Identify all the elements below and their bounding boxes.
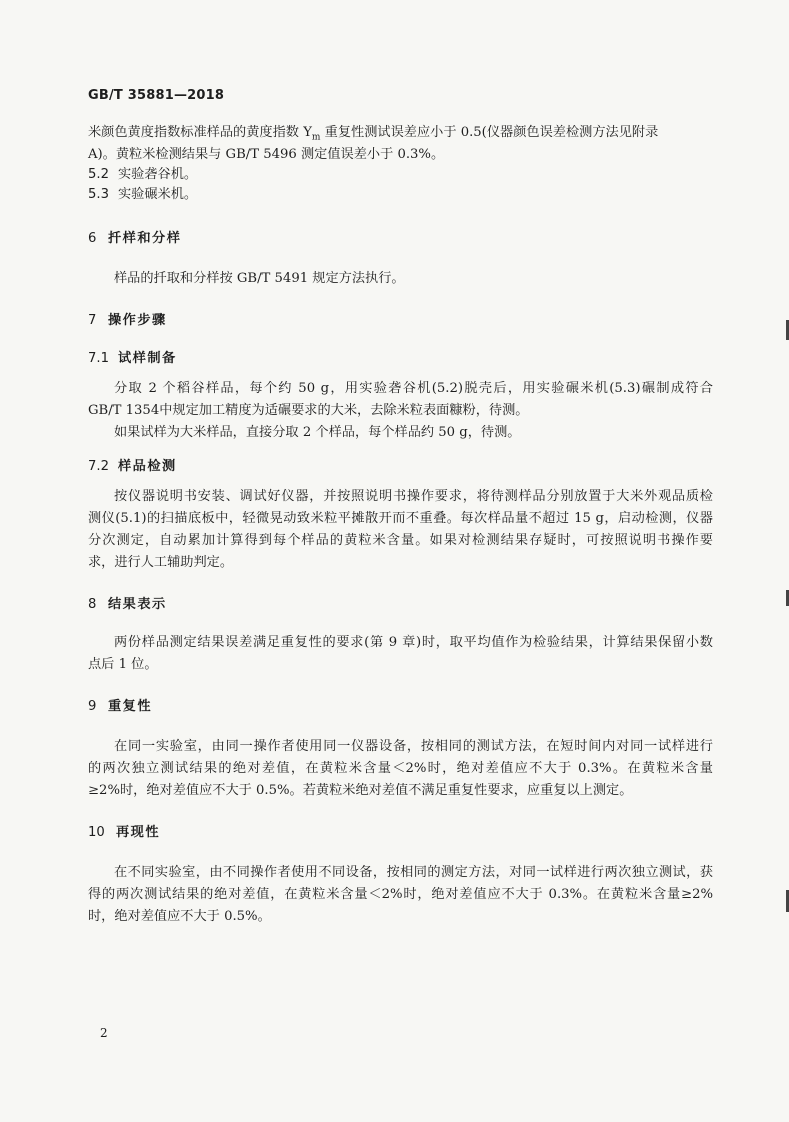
text-span: 重复性测试误差应小于 0.5(仪器颜色误差检测方法见附录 bbox=[320, 125, 659, 140]
paragraph-line: 两份样品测定结果误差满足重复性的要求(第 9 章)时，取平均值作为检验结果，计算结果保留小数 bbox=[114, 635, 713, 650]
page-number: 2 bbox=[100, 1026, 108, 1040]
item-text: 实验砻谷机。 bbox=[118, 167, 198, 182]
subscript: m bbox=[311, 132, 321, 143]
section-6-heading bbox=[88, 230, 181, 248]
section-7-heading bbox=[88, 312, 167, 330]
paragraph-line: 求，进行人工辅助判定。 bbox=[88, 555, 234, 570]
section-title: 再现性 bbox=[116, 825, 161, 840]
section-9-heading bbox=[88, 698, 152, 716]
text-span: 米颜色黄度指数标准样品的黄度指数 Y bbox=[88, 125, 312, 140]
paragraph-line: A)。黄粒米检测结果与 GB/T 5496 测定值误差小于 0.3%。 bbox=[88, 147, 445, 162]
section-title: 扦样和分样 bbox=[108, 231, 182, 246]
section-title: 重复性 bbox=[108, 699, 153, 714]
item-number: 5.2 bbox=[88, 167, 109, 182]
section-number: 6 bbox=[88, 231, 97, 246]
section-number: 9 bbox=[88, 699, 97, 714]
item-number: 5.3 bbox=[88, 187, 109, 202]
paragraph-line: 分次测定，自动累加计算得到每个样品的黄粒米含量。如果对检测结果存疑时，可按照说明书操作要 bbox=[88, 533, 713, 548]
paragraph-line: 在不同实验室，由不同操作者使用不同设备，按相同的测定方法，对同一试样进行两次独立测试，获 bbox=[114, 865, 713, 880]
section-title: 结果表示 bbox=[108, 597, 167, 612]
paragraph-line: 点后 1 位。 bbox=[88, 657, 158, 672]
paragraph-line: 如果试样为大米样品，直接分取 2 个样品，每个样品约 50 g，待测。 bbox=[114, 425, 521, 440]
section-10-heading bbox=[88, 824, 160, 842]
paragraph-line: 在同一实验室，由同一操作者使用同一仪器设备，按相同的测试方法，在短时间内对同一试样进行 bbox=[114, 739, 713, 754]
paragraph-line: GB/T 1354中规定加工精度为适碾要求的大米，去除米粒表面糠粉，待测。 bbox=[88, 403, 529, 418]
section-number: 7.1 bbox=[88, 351, 109, 366]
paragraph-line: 分取 2 个稻谷样品，每个约 50 g，用实验砻谷机(5.2)脱壳后，用实验碾米机(5.3)碾制成符合 bbox=[114, 381, 713, 396]
section-7-1-heading bbox=[88, 350, 177, 368]
paragraph-line: 按仪器说明书安装、调试好仪器，并按照说明书操作要求，将待测样品分别放置于大米外观品质检 bbox=[114, 489, 713, 504]
paragraph-line: 样品的扦取和分样按 GB/T 5491 规定方法执行。 bbox=[114, 271, 405, 286]
paragraph-line: 时，绝对差值应不大于 0.5%。 bbox=[88, 909, 271, 924]
paragraph-line: 得的两次测试结果的绝对差值，在黄粒米含量＜2%时，绝对差值应不大于 0.3%。在黄粒米含量≥2% bbox=[88, 887, 713, 902]
paragraph-line: ≥2%时，绝对差值应不大于 0.5%。若黄粒米绝对差值不满足重复性要求，应重复以上测定。 bbox=[88, 783, 633, 798]
paragraph-line: 测仪(5.1)的扫描底板中，轻微晃动致米粒平摊散开而不重叠。每次样品量不超过 15 g，启动检测，仪器 bbox=[88, 511, 713, 526]
item-text: 实验碾米机。 bbox=[118, 187, 198, 202]
section-number: 8 bbox=[88, 597, 97, 612]
section-title: 操作步骤 bbox=[108, 313, 167, 328]
section-number: 7.2 bbox=[88, 459, 109, 474]
section-title: 试样制备 bbox=[118, 351, 177, 366]
section-number: 10 bbox=[88, 825, 105, 840]
section-7-2-heading bbox=[88, 458, 177, 476]
section-title: 样品检测 bbox=[118, 459, 177, 474]
paragraph-line: 的两次独立测试结果的绝对差值，在黄粒米含量＜2%时，绝对差值应不大于 0.3%。在黄粒米含量 bbox=[88, 761, 713, 776]
section-8-heading bbox=[88, 596, 167, 614]
paragraph-line bbox=[88, 124, 713, 147]
standard-header: GB/T 35881—2018 bbox=[88, 88, 225, 103]
section-number: 7 bbox=[88, 313, 97, 328]
item-5-2 bbox=[88, 166, 197, 184]
item-5-3 bbox=[88, 186, 197, 204]
